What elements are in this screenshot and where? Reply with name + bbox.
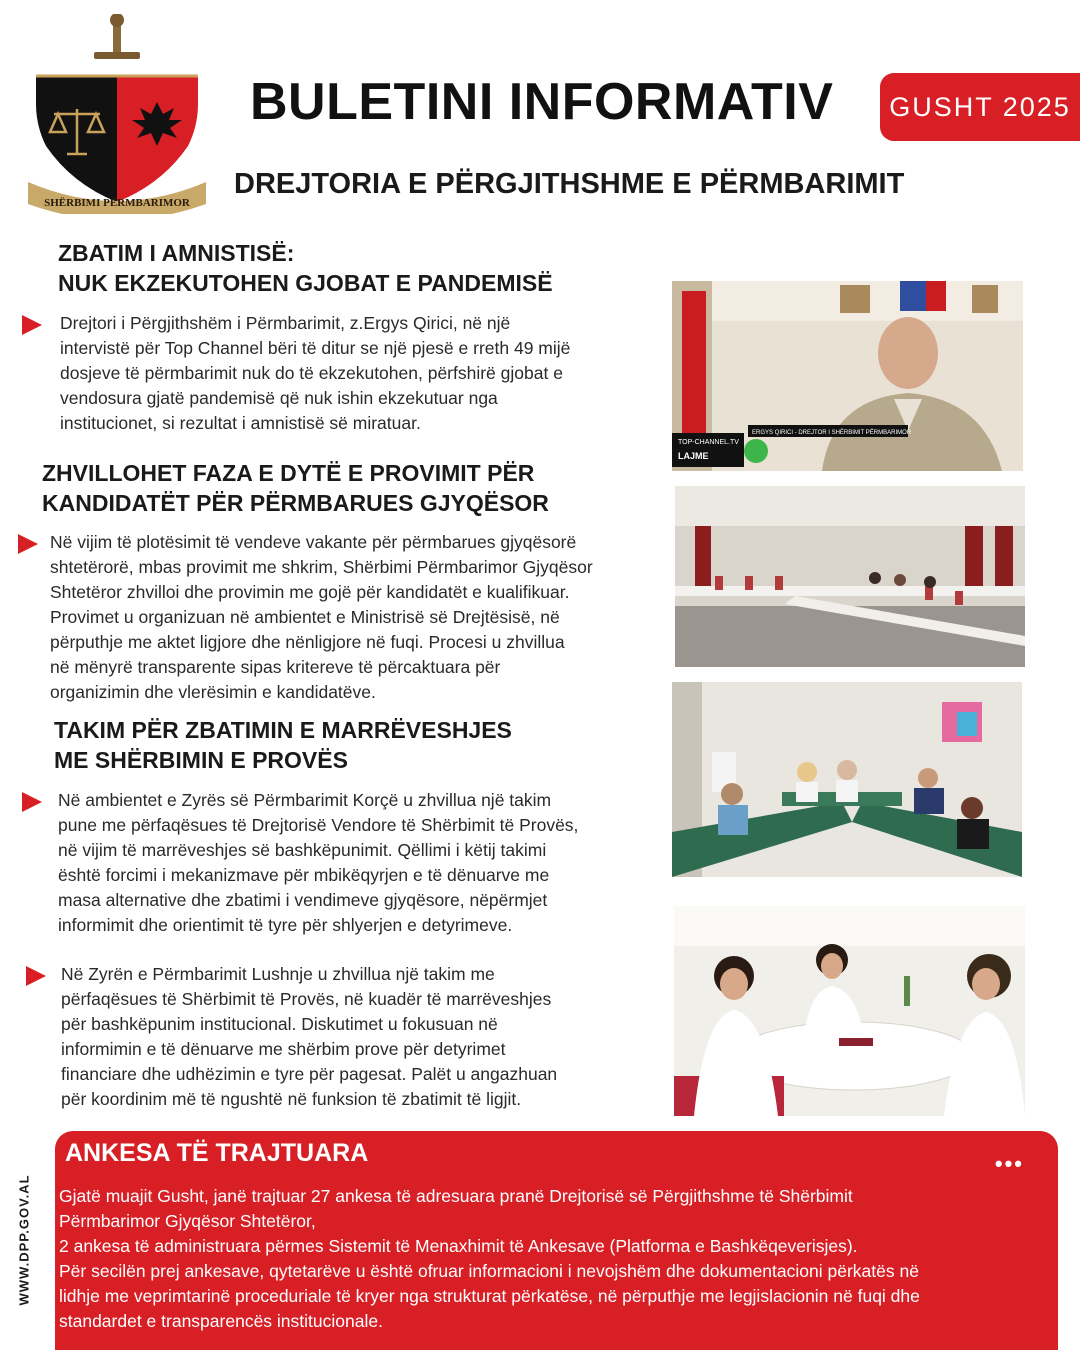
website-url-vertical[interactable] [4, 1170, 44, 1310]
complaints-title: ANKESA TË TRAJTUARA [65, 1139, 369, 1167]
section4-body-line: për koordinim më të ngushtë në funksion të zbatimit të ligjit. [61, 1089, 522, 1109]
section2-bullet-icon [18, 534, 38, 554]
section1-body-line: intervistë për Top Channel bëri të ditur se një pjesë e rreth 49 mijë [60, 338, 571, 358]
complaints-line: 2 ankesa të administruara përmes Sistemit të Menaxhimit të Ankesave (Platforma e Bashkëqeverisjes). [59, 1236, 858, 1256]
interview-photo [672, 281, 1023, 471]
complaints-line: Gjatë muajit Gusht, janë trajtuar 27 ankesa të adresuara pranë Drejtorisë së Përgjithshme të Shërbimit [59, 1186, 853, 1206]
section3-body-line: Në ambientet e Zyrës së Përmbarimit Korçë u zhvillua një takim [58, 790, 552, 810]
complaints-line: lidhje me veprimtarinë proceduriale të kryer nga strukturat përkatëse, në përputhje me legjislacionin në fuqi dhe [59, 1286, 920, 1306]
lushnje-meeting-photo [674, 906, 1025, 1116]
section4-bullet-icon [26, 966, 46, 986]
section3-heading-line2: ME SHËRBIMIN E PROVËS [54, 747, 348, 773]
page-title: BULETINI INFORMATIV [250, 73, 834, 131]
tv-lower-third-name: ERGYS QIRICI - DREJTOR I SHËRBIMIT PËRMBARIMOR [752, 430, 912, 436]
section1-heading [58, 238, 553, 298]
section4-body [61, 962, 557, 1112]
section2-body-line: organizimin dhe vlerësimin e kandidatëve. [50, 682, 376, 702]
section3-body-line: është forcimi i mekanizmave për mbikëqyrjen e të dënuarve me [58, 865, 550, 885]
section1-body-line: institucionet, si rezultat i amnistisë së miratuar. [60, 413, 421, 433]
institution-logo [22, 14, 212, 214]
section3-body-line: në vijim të marrëveshjes së bashkëpunimit. Qëllimi i këtij takimi [58, 840, 547, 860]
section1-bullet-icon [22, 315, 42, 335]
section2-body [50, 530, 593, 705]
section4-body-line: informimin e të dënuarve me shërbim prove për detyrimet [61, 1039, 506, 1059]
section1-body-line: dosjeve të përmbarimit nuk do të ekzekutohen, përfshirë gjobat e [60, 363, 563, 383]
page-subtitle: DREJTORIA E PËRGJITHSHME E PËRMBARIMIT [234, 168, 905, 200]
section4-body-line: Në Zyrën e Përmbarimit Lushnje u zhvillua një takim me [61, 964, 495, 984]
website-url-text[interactable]: WWW.DPP.GOV.AL [16, 1174, 32, 1306]
section4-body-line: përfaqësues të Shërbimit të Provës, në kuadër të marrëveshjes [61, 989, 552, 1009]
section4-body-line: për bashkëpunim institucional. Diskutimet u fokusuan në [61, 1014, 498, 1034]
section3-body-line: pune me përfaqësues të Drejtorisë Vendore të Shërbimit të Provës, [58, 815, 579, 835]
section2-body-line: Provimet u organizuan në ambientet e Ministrisë së Drejtësisë, në [50, 607, 560, 627]
section2-heading-line2: KANDIDATËT PËR PËRMBARUES GJYQËSOR [42, 490, 549, 516]
section1-body-line: vendosura gjatë pandemisë që nuk ishin ekzekutuar nga [60, 388, 498, 408]
section3-heading-line1: TAKIM PËR ZBATIMIN E MARRËVESHJES [54, 717, 512, 743]
section3-body-line: masa alternative dhe zbatimi i vendimeve gjyqësore, nëpërmjet [58, 890, 548, 910]
korce-meeting-photo [672, 682, 1022, 877]
section1-heading-line1: ZBATIM I AMNISTISË: [58, 240, 295, 266]
tv-show-label: LAJME [678, 451, 709, 461]
date-badge: GUSHT 2025 [880, 73, 1080, 141]
section3-body-line: informimit dhe orientimit të tyre për shlyerjen e detyrimeve. [58, 915, 513, 935]
section2-heading-line1: ZHVILLOHET FAZA E DYTË E PROVIMIT PËR [42, 460, 535, 486]
section1-body-line: Drejtori i Përgjithshëm i Përmbarimit, z.Ergys Qirici, në një [60, 313, 511, 333]
more-options-icon[interactable]: ••• [994, 1151, 1024, 1176]
section3-bullet-icon [22, 792, 42, 812]
section3-heading [54, 715, 512, 775]
section2-body-line: shtetërorë, mbas provimit me shkrim, Shërbimi Përmbarimor Gjyqësor [50, 557, 593, 577]
section2-body-line: Në vijim të plotësimit të vendeve vakante për përmbarues gjyqësorë [50, 532, 577, 552]
logo-ribbon-text: SHËRBIMI PËRMBARIMOR [44, 197, 190, 209]
section1-body [60, 311, 570, 436]
section2-body-line: përputhje me aktet ligjore dhe nënligjore në fuqi. Procesi u zhvillua [50, 632, 565, 652]
section3-body [58, 788, 578, 938]
section1-heading-line2: NUK EKZEKUTOHEN GJOBAT E PANDEMISË [58, 270, 553, 296]
section4-body-line: financiare dhe udhëzimin e tyre për pagesat. Palët u angazhuan [61, 1064, 558, 1084]
section2-body-line: në mënyrë transparente sipas kritereve të përcaktuara për [50, 657, 501, 677]
section2-body-line: Shtetëror zhvilloi dhe provimin me gojë për kandidatët e kualifikuar. [50, 582, 570, 602]
exam-room-photo [675, 486, 1025, 667]
complaints-panel [55, 1131, 1058, 1350]
complaints-line: Për secilën prej ankesave, qytetarëve u është ofruar informacioni i nevojshëm dhe dokumentacioni përkatës në [59, 1261, 919, 1281]
section2-heading [42, 458, 549, 518]
tv-channel-label: TOP-CHANNEL.TV [678, 439, 739, 446]
complaints-body [59, 1184, 1049, 1334]
complaints-line: Përmbarimor Gjyqësor Shtetëror, [59, 1211, 316, 1231]
complaints-line: standardet e transparencës institucionale. [59, 1311, 383, 1331]
